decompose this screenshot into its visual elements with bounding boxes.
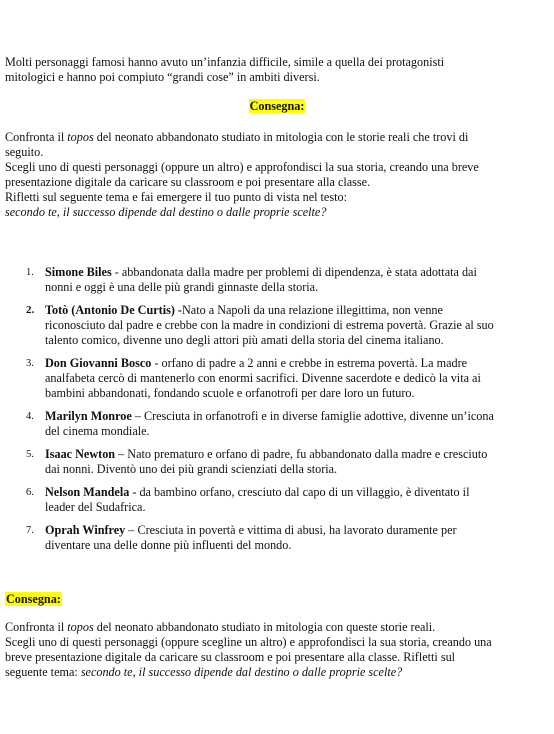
instruction-line: presentazione digitale da caricare su classroom e poi presentare alla classe. <box>5 175 371 189</box>
item-number: 5. <box>26 449 34 460</box>
highlighted-heading: Consegna: <box>249 99 305 113</box>
task-instructions-1 <box>5 130 535 220</box>
list-item <box>0 303 540 348</box>
instruction-line: seguito. <box>5 145 44 159</box>
text-run: del neonato abbandonato studiato in mitologia con queste storie reali. <box>93 620 436 634</box>
person-name: Don Giovanni Bosco <box>45 356 152 370</box>
text-run: del neonato abbandonato studiato in mitologia con le storie reali che trovi di <box>93 130 469 144</box>
person-name: Simone Biles <box>45 265 112 279</box>
list-item <box>0 523 540 553</box>
item-number: 2. <box>26 304 35 316</box>
instruction-line <box>5 620 535 635</box>
intro-line: mitologici e hanno poi compiuto “grandi cose” in ambiti diversi. <box>5 70 320 84</box>
person-name: Totò (Antonio De Curtis) - <box>45 303 182 317</box>
text-run: Confronta il <box>5 620 68 634</box>
text-run: Nato a Napoli da una relazione illegittima, non venne <box>182 303 443 317</box>
item-number: 3. <box>26 358 34 369</box>
person-name: Oprah Winfrey <box>45 523 126 537</box>
instruction-line: breve presentazione digitale da caricare su classroom e poi presentare alla classe. Rifletti sul <box>5 650 456 664</box>
person-name: Marilyn Monroe <box>45 409 132 423</box>
list-item <box>0 447 540 477</box>
highlighted-heading: Consegna: <box>6 592 61 606</box>
people-list <box>0 265 540 561</box>
text-run: - orfano di padre a 2 anni e crebbe in estrema povertà. La madre <box>151 356 468 370</box>
question-text: secondo te, il successo dipende dal destino o dalle proprie scelte? <box>5 205 327 219</box>
reflection-question <box>5 205 535 220</box>
list-item <box>0 485 540 515</box>
list-item <box>0 265 540 295</box>
item-line: bambini abbandonati, fondando scuole e orfanotrofi per dare loro un futuro. <box>45 386 415 400</box>
item-number: 1. <box>26 267 34 278</box>
instruction-line <box>5 130 535 145</box>
task-heading-1 <box>0 99 554 114</box>
task-heading-2 <box>5 592 62 607</box>
list-item <box>0 409 540 439</box>
item-line: talento comico, divenne uno degli attori più amati della storia del cinema italiano. <box>45 333 444 347</box>
item-line: dai nonni. Diventò uno dei più grandi scienziati della storia. <box>45 462 338 476</box>
list-item <box>0 356 540 401</box>
text-run: – Cresciuta in povertà e vittima di abusi, ha lavorato duramente per <box>125 523 457 537</box>
item-line: riconosciuto dal padre e crebbe con la madre in condizioni di estrema povertà. Grazie al suo <box>45 318 494 332</box>
text-run: - abbandonata dalla madre per problemi di dipendenza, è stata adottata dai <box>111 265 477 279</box>
text-run: – Nato prematuro e orfano di padre, fu abbandonato dalla madre e cresciuto <box>115 447 488 461</box>
topos-term: topos <box>67 620 94 634</box>
instruction-line: Rifletti sul seguente tema e fai emergere il tuo punto di vista nel testo: <box>5 190 347 204</box>
task-instructions-2 <box>5 620 535 680</box>
item-line: del cinema mondiale. <box>45 424 150 438</box>
item-number: 7. <box>26 525 34 536</box>
item-line <box>45 409 540 424</box>
item-line <box>45 523 540 538</box>
item-line <box>45 303 540 318</box>
item-number: 6. <box>26 487 34 498</box>
intro-line: Molti personaggi famosi hanno avuto un’infanzia difficile, simile a quella dei protagonisti <box>5 55 445 69</box>
instruction-line <box>5 665 535 680</box>
item-line: analfabeta cercò di mantenerlo con enormi sacrifici. Divenne sacerdote e dedicò la vita ai <box>45 371 481 385</box>
topos-term: topos <box>67 130 94 144</box>
text-run: seguente tema: <box>5 665 81 679</box>
item-number: 4. <box>26 411 34 422</box>
reflection-question: secondo te, il successo dipende dal destino o dalle proprie scelte? <box>80 665 403 679</box>
item-line <box>45 485 540 500</box>
item-line <box>45 447 540 462</box>
item-line <box>45 265 540 280</box>
item-line <box>45 356 540 371</box>
item-line: leader del Sudafrica. <box>45 500 146 514</box>
person-name: Nelson Mandela <box>45 485 130 499</box>
item-line: nonni e oggi è una delle più grandi ginnaste della storia. <box>45 280 319 294</box>
intro-paragraph <box>5 55 535 85</box>
instruction-line: Scegli uno di questi personaggi (oppure scegline un altro) e approfondisci la sua storia, creando una <box>5 635 492 649</box>
item-line: diventare una delle donne più influenti del mondo. <box>45 538 292 552</box>
text-run: Confronta il <box>5 130 68 144</box>
text-run: – Cresciuta in orfanotrofi e in diverse famiglie adottive, divenne un’icona <box>131 409 494 423</box>
text-run: - da bambino orfano, cresciuto dal capo di un villaggio, è diventato il <box>129 485 470 499</box>
instruction-line: Scegli uno di questi personaggi (oppure un altro) e approfondisci la sua storia, creando una breve <box>5 160 479 174</box>
person-name: Isaac Newton <box>45 447 116 461</box>
